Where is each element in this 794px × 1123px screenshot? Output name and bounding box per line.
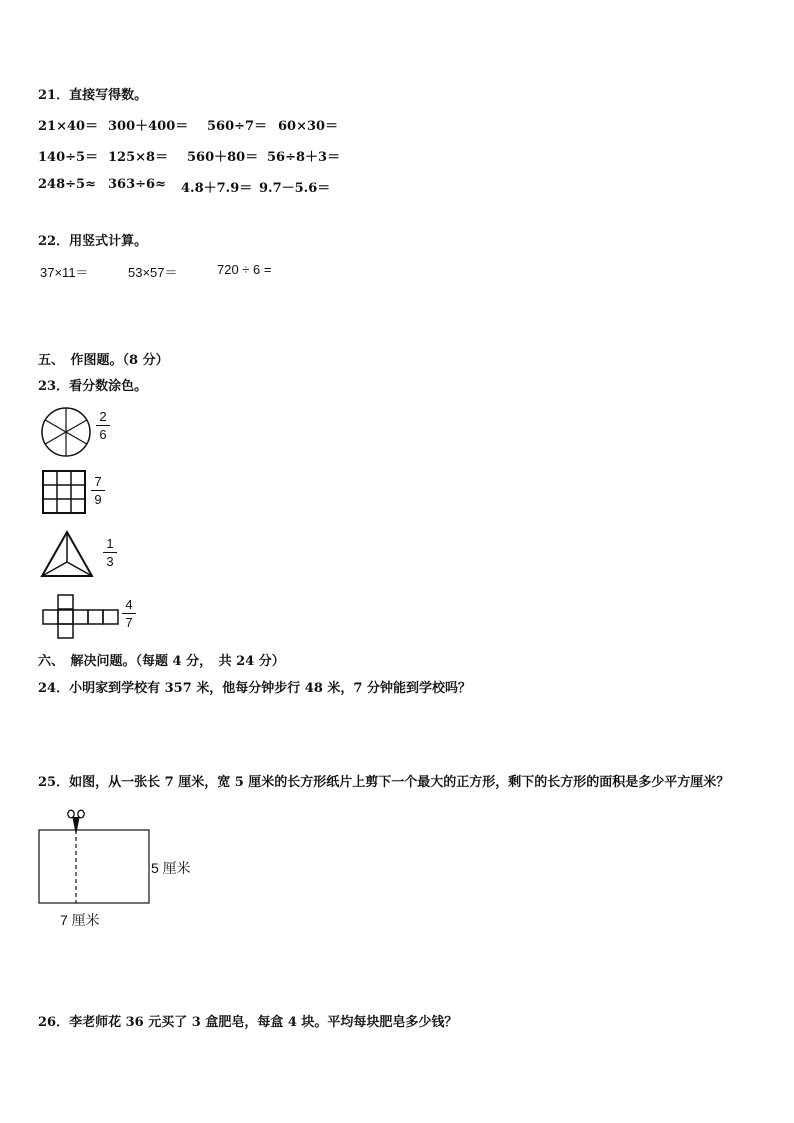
q21-item: 125×8＝ [108,150,169,165]
q21-item: 56÷8＋3＝ [267,150,341,165]
scissors-icon [68,810,84,832]
fraction-denominator: 9 [94,492,102,507]
fraction-numerator: 7 [94,474,102,489]
grid-nine-squares-figure [42,470,86,514]
fraction-2-6 [96,409,110,442]
q25-text: 25．如图，从一张长 7 厘米，宽 5 厘米的长方形纸片上剪下一个最大的正方形，剩下的长方形的面积是多少平方厘米？ [38,775,730,790]
q22-title: 22．用竖式计算。 [38,234,148,249]
width-label: 5 厘米 [151,860,191,876]
fraction-7-9 [91,474,105,507]
q21-item: 560＋80＝ [187,150,259,165]
q24-text: 24．小明家到学校有 357 米，他每分钟步行 48 米，7 分钟能到学校吗？ [38,681,471,696]
q21-title: 21．直接写得数。 [38,88,148,103]
fraction-4-7 [122,597,136,630]
q21-item: 60×30＝ [278,119,339,134]
q21-item: 300＋400＝ [108,119,189,134]
section-5-heading: 五、 作图题。（8 分） [38,353,169,368]
circle-six-sectors-figure [40,406,92,458]
q21-item: 4.8＋7.9＝ [181,181,253,196]
fraction-denominator: 3 [106,554,114,569]
fraction-numerator: 1 [106,536,114,551]
q26-text: 26．李老师花 36 元买了 3 盒肥皂，每盒 4 块。平均每块肥皂多少钱？ [38,1015,458,1030]
q21-item: 21×40＝ [38,119,99,134]
q21-item: 9.7－5.6＝ [259,181,331,196]
fraction-numerator: 4 [125,597,133,612]
length-label: 7 厘米 [60,912,100,928]
fraction-numerator: 2 [99,409,107,424]
q23-title: 23．看分数涂色。 [38,379,148,394]
fraction-1-3 [103,536,117,569]
q21-item: 248÷5≈ [38,177,96,192]
q22-item: 53×57＝ [128,265,178,280]
section-6-heading: 六、 解决问题。（每题 4 分， 共 24 分） [38,654,285,669]
q21-item: 560÷7＝ [207,119,268,134]
q22-item: 720 ÷ 6 = [217,262,272,277]
fraction-denominator: 7 [125,615,133,630]
fraction-denominator: 6 [99,427,107,442]
rectangle-cut-figure [38,808,154,906]
cube-net-seven-squares-figure [42,594,122,640]
q21-item: 140÷5＝ [38,150,99,165]
q21-item: 363÷6≈ [108,177,166,192]
triangle-three-parts-figure [40,530,94,578]
q22-item: 37×11＝ [40,265,89,280]
